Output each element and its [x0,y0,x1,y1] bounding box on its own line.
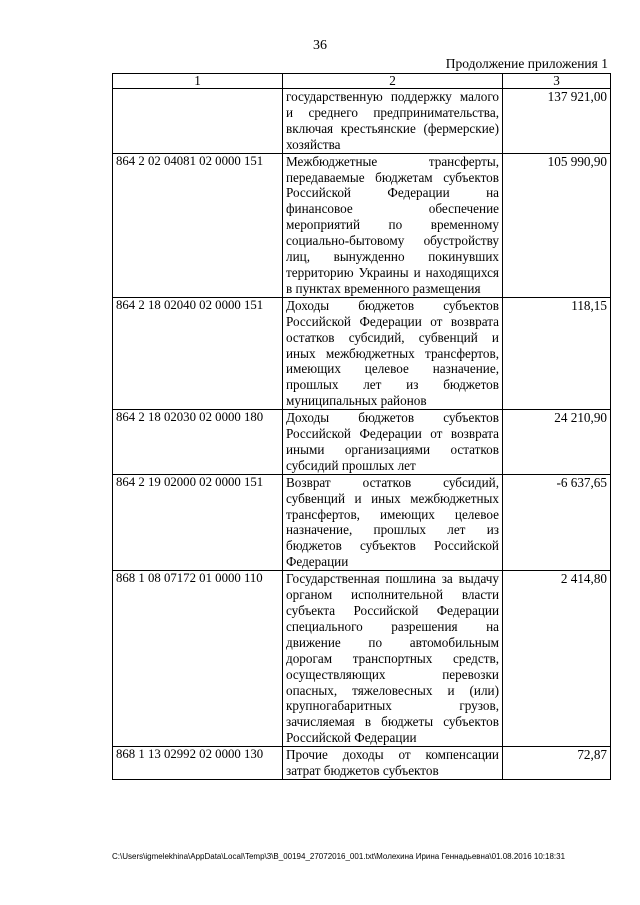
page-number: 36 [313,38,327,53]
column-header-description: 2 [283,74,503,89]
income-amount: 24 210,90 [503,410,611,475]
income-description: Государственная пошлина за выдачу органом исполнительной власти субъекта Российской Федерации специального разрешения на движение по автомобильным дорогам транспортных средств, осуществляющих перевозки опасных, тяжеловесных и (или) крупногабаритных грузов, зачисляемая в бюджеты субъектов Российской Федерации [283,571,503,747]
column-header-amount: 3 [503,74,611,89]
income-description: Прочие доходы от компенсации затрат бюджетов субъектов [283,747,503,780]
income-amount: 137 921,00 [503,89,611,154]
income-amount: 2 414,80 [503,571,611,747]
income-code [113,89,283,154]
income-description: Доходы бюджетов субъектов Российской Федерации от возврата иными организациями остатков субсидий прошлых лет [283,410,503,475]
table-row [113,153,611,297]
file-path-footer: C:\Users\igmelekhina\AppData\Local\Temp\3\В_00194_27072016_001.txt\Молехина Ирина Геннадьевна\01.08.2016 10:18:31 [112,852,566,861]
table-header-row [113,74,611,89]
column-header-code: 1 [113,74,283,89]
income-amount: -6 637,65 [503,474,611,570]
income-description: государственную поддержку малого и среднего предпринимательства, включая крестьянские (фермерские) хозяйства [283,89,503,154]
income-amount: 105 990,90 [503,153,611,297]
table-row [113,747,611,780]
income-table [112,73,611,780]
income-code: 864 2 18 02030 02 0000 180 [113,410,283,475]
income-code: 868 1 08 07172 01 0000 110 [113,571,283,747]
income-code: 868 1 13 02992 02 0000 130 [113,747,283,780]
table-row [113,410,611,475]
income-code: 864 2 19 02000 02 0000 151 [113,474,283,570]
table-row [113,297,611,409]
continuation-note: Продолжение приложения 1 [445,56,608,71]
income-code: 864 2 02 04081 02 0000 151 [113,153,283,297]
income-description: Возврат остатков субсидий, субвенций и иных межбюджетных трансфертов, имеющих целевое назначение, прошлых лет из бюджетов субъектов Российской Федерации [283,474,503,570]
income-code: 864 2 18 02040 02 0000 151 [113,297,283,409]
table-row [113,89,611,154]
table-row [113,571,611,747]
income-amount: 72,87 [503,747,611,780]
income-description: Межбюджетные трансферты, передаваемые бюджетам субъектов Российской Федерации на финансовое обеспечение мероприятий по временному социально-бытовому обустройству лиц, вынужденно покинувших территорию Украины и находящихся в пунктах временного размещения [283,153,503,297]
income-description: Доходы бюджетов субъектов Российской Федерации от возврата остатков субсидий, субвенций и иных межбюджетных трансфертов, имеющих целевое назначение, прошлых лет из бюджетов муниципальных районов [283,297,503,409]
table-row [113,474,611,570]
income-amount: 118,15 [503,297,611,409]
